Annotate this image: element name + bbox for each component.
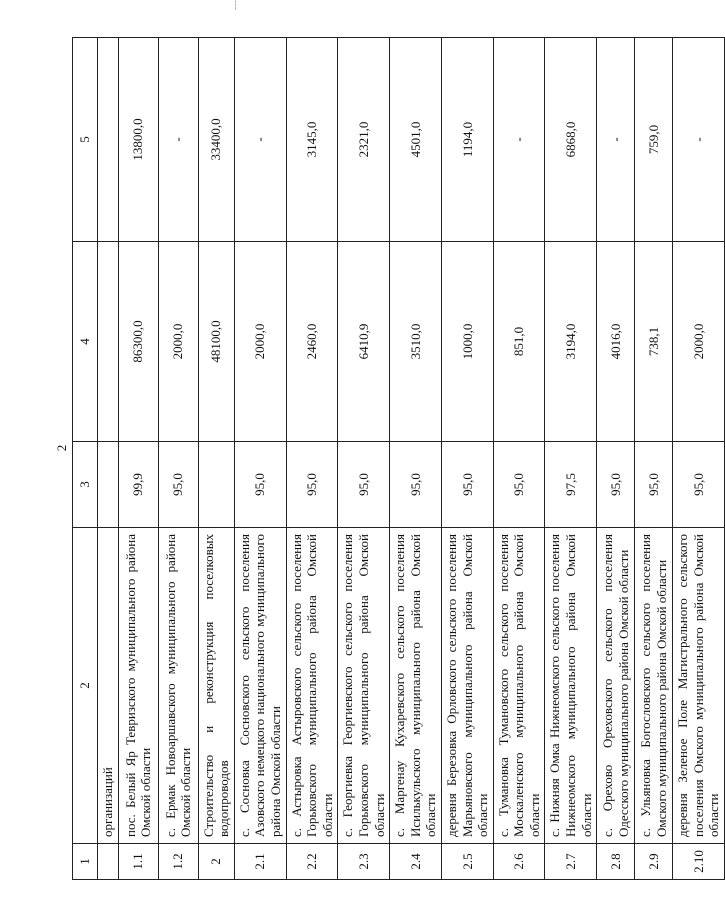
row-name: деревня Березовка Орловского сельского поселения Марьяновского муниципального района Омской области	[441, 528, 493, 844]
table-row	[390, 38, 442, 880]
row-col5: 3145,0	[286, 38, 338, 242]
continuation-text: организаций	[98, 528, 119, 844]
table-row	[493, 38, 545, 880]
row-name: с. Астыровка Астыровского сельского поселения Горьковского муниципального района Омской области	[286, 528, 338, 844]
table-row	[545, 38, 597, 880]
row-col5: 4501,0	[390, 38, 442, 242]
row-number: 2.6	[493, 844, 545, 880]
row-col5: 759,0	[635, 38, 673, 242]
row-col4: 4016,0	[597, 242, 635, 442]
row-col4: 3510,0	[390, 242, 442, 442]
row-col4: 48100,0	[198, 242, 234, 442]
row-col5: 1194,0	[441, 38, 493, 242]
page-number: 2	[54, 444, 69, 452]
table-row	[597, 38, 635, 880]
table-row	[338, 38, 390, 880]
table-row	[158, 38, 198, 880]
scan-artifact-line	[235, 0, 236, 10]
row-col4: 738,1	[635, 242, 673, 442]
row-col4: 6410,9	[338, 242, 390, 442]
row-number: 2.4	[390, 844, 442, 880]
row-col3: 99,9	[118, 442, 158, 528]
row-col5: 6868,0	[545, 38, 597, 242]
row-col3: 95,0	[597, 442, 635, 528]
continuation-row	[98, 38, 119, 880]
table-row	[118, 38, 158, 880]
row-name: деревня Зеленое Поле Магистрального сельского поселения Омского муниципального района Омской области	[673, 528, 725, 844]
row-col4: 3194,0	[545, 242, 597, 442]
row-number: 1.2	[158, 844, 198, 880]
row-col4: 1000,0	[441, 242, 493, 442]
row-col3: 95,0	[158, 442, 198, 528]
row-name: с. Маргенау Кухаревского сельского поселения Исилькульского муниципального района Омской области	[390, 528, 442, 844]
row-name: с. Сосновка Сосновского сельского поселения Азовского немецкого национального муниципального района Омской области	[234, 528, 286, 844]
row-col5: 33400,0	[198, 38, 234, 242]
section-row	[198, 38, 234, 880]
row-col4: 86300,0	[118, 242, 158, 442]
row-number: 2.7	[545, 844, 597, 880]
rotated-table-container	[72, 38, 722, 880]
row-col5: -	[673, 38, 725, 242]
table-row	[673, 38, 725, 880]
row-col3: 95,0	[441, 442, 493, 528]
row-col5: -	[158, 38, 198, 242]
row-col3: 95,0	[673, 442, 725, 528]
header-row	[73, 38, 98, 880]
row-col5: 13800,0	[118, 38, 158, 242]
empty-cell	[98, 442, 119, 528]
row-number: 2.5	[441, 844, 493, 880]
row-number: 2	[198, 844, 234, 880]
row-col4: 2460,0	[286, 242, 338, 442]
row-name: с. Нижняя Омка Нижнеомского сельского поселения Нижнеомского муниципального района Омской области	[545, 528, 597, 844]
row-name: с. Ермак Новоаршавского муниципального района Омской области	[158, 528, 198, 844]
row-col4: 2000,0	[234, 242, 286, 442]
empty-cell	[98, 844, 119, 880]
row-number: 2.10	[673, 844, 725, 880]
row-name: с. Орехово Ореховского сельского поселения Одесского муниципального района Омской области	[597, 528, 635, 844]
row-name: Строительство и реконструкция поселковых водопроводов	[198, 528, 234, 844]
empty-cell	[98, 242, 119, 442]
row-number: 1.1	[118, 844, 158, 880]
row-number: 2.9	[635, 844, 673, 880]
row-name: с. Тумановка Тумановского сельского поселения Москаленского муниципального района Омской области	[493, 528, 545, 844]
table-row	[635, 38, 673, 880]
row-name: с. Георгиевка Георгиевского сельского поселения Горьковского муниципального района Омской области	[338, 528, 390, 844]
row-col5: -	[597, 38, 635, 242]
row-name: пос. Белый Яр Тевризского муниципального района Омской области	[118, 528, 158, 844]
row-col3	[198, 442, 234, 528]
table-row	[234, 38, 286, 880]
table-row	[441, 38, 493, 880]
row-number: 2.1	[234, 844, 286, 880]
row-col3: 95,0	[286, 442, 338, 528]
header-cell: 3	[73, 442, 98, 528]
data-table	[72, 37, 725, 880]
row-number: 2.3	[338, 844, 390, 880]
header-cell: 4	[73, 242, 98, 442]
row-col3: 97,5	[545, 442, 597, 528]
row-number: 2.8	[597, 844, 635, 880]
table-row	[286, 38, 338, 880]
row-col5: 2321,0	[338, 38, 390, 242]
header-cell: 1	[73, 844, 98, 880]
row-col3: 95,0	[635, 442, 673, 528]
row-col5: -	[234, 38, 286, 242]
empty-cell	[98, 38, 119, 242]
row-col3: 95,0	[338, 442, 390, 528]
row-col3: 95,0	[493, 442, 545, 528]
row-col5: -	[493, 38, 545, 242]
header-cell: 5	[73, 38, 98, 242]
row-col3: 95,0	[390, 442, 442, 528]
row-col4: 2000,0	[158, 242, 198, 442]
header-cell: 2	[73, 528, 98, 844]
row-name: с. Ульяновка Богословского сельского поселения Омского муниципального района Омской области	[635, 528, 673, 844]
row-col3: 95,0	[234, 442, 286, 528]
row-col4: 2000,0	[673, 242, 725, 442]
row-col4: 851,0	[493, 242, 545, 442]
row-number: 2.2	[286, 844, 338, 880]
